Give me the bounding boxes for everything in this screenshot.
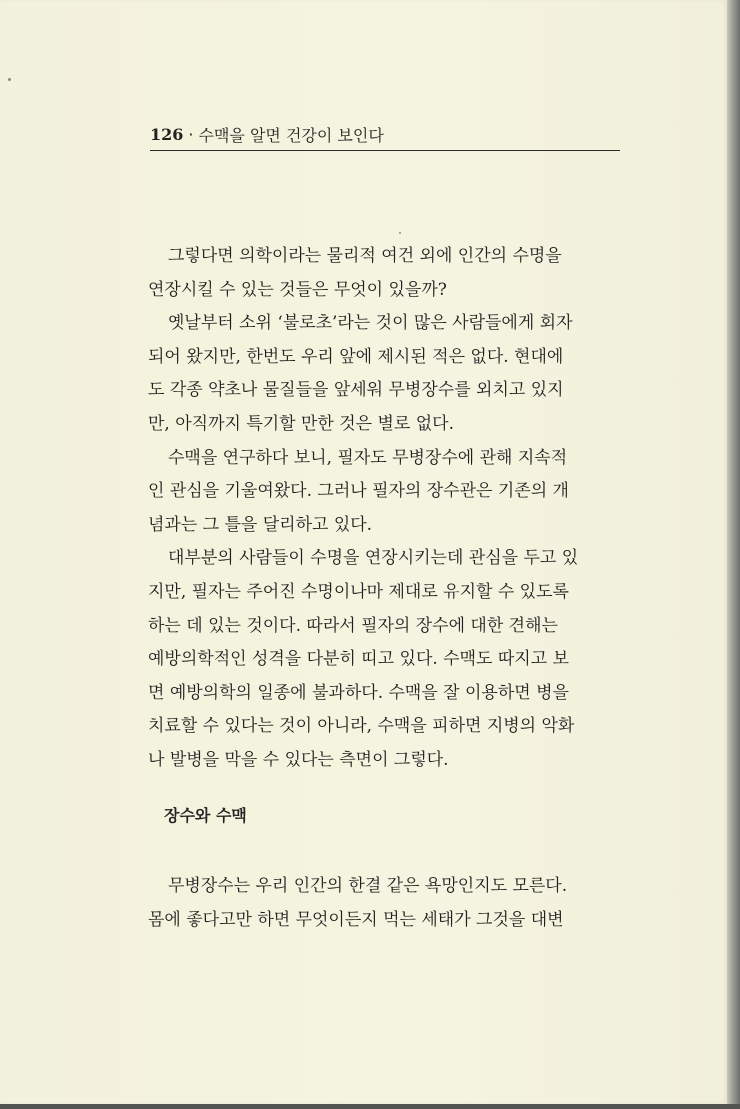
body-text <box>148 240 623 778</box>
section-heading: 장수와 수맥 <box>164 806 247 825</box>
text-line: 대부분의 사람들이 수명을 연장시키는데 관심을 두고 있 <box>168 548 579 569</box>
paragraph-4 <box>148 542 623 777</box>
text-line: 예방의학적인 성격을 다분히 띠고 있다. 수맥도 따지고 보 <box>148 649 569 670</box>
running-title: 수맥을 알면 건강이 보인다 <box>198 125 384 145</box>
text-line: 그렇다면 의학이라는 물리적 여건 외에 인간의 수명을 <box>168 246 562 266</box>
header-separator: · <box>188 124 194 144</box>
scan-edge-right <box>727 0 740 1109</box>
text-line: 되어 왔지만, 한번도 우리 앞에 제시된 적은 없다. 현대에 <box>148 346 564 367</box>
page-number: 126 <box>150 124 184 144</box>
text-line: 면 예방의학의 일종에 불과하다. 수맥을 잘 이용하면 병을 <box>148 682 569 703</box>
scan-speck <box>8 78 11 81</box>
text-line: 나 발병을 막을 수 있다는 측면이 그렇다. <box>148 749 449 770</box>
text-line: 몸에 좋다고만 하면 무엇이든지 먹는 세태가 그것을 대변 <box>148 909 564 930</box>
text-line: 연장시킬 수 있는 것들은 무엇이 있을까? <box>148 279 447 300</box>
text-line: 념과는 그 틀을 달리하고 있다. <box>148 514 373 535</box>
scan-edge-bottom <box>0 1104 740 1109</box>
text-line: 도 각종 약초나 물질들을 앞세워 무병장수를 외치고 있지 <box>148 380 564 401</box>
paragraph-1 <box>148 240 623 307</box>
running-header <box>150 118 620 151</box>
text-line: 하는 데 있는 것이다. 따라서 필자의 장수에 대한 견해는 <box>148 615 558 636</box>
section-body-text <box>148 870 623 937</box>
text-line: 지만, 필자는 주어진 수명이나마 제대로 유지할 수 있도록 <box>148 581 569 602</box>
text-line: 옛날부터 소위 ‘불로초’라는 것이 많은 사람들에게 회자 <box>168 313 573 334</box>
text-line: 치료할 수 있다는 것이 아니라, 수맥을 피하면 지병의 악화 <box>148 716 575 737</box>
paragraph-3 <box>148 442 623 543</box>
text-line: 무병장수는 우리 인간의 한결 같은 욕망인지도 모른다. <box>168 876 568 896</box>
text-line: 인 관심을 기울여왔다. 그러나 필자의 장수관은 기존의 개 <box>148 481 569 502</box>
paragraph-5 <box>148 870 623 937</box>
text-line: 수맥을 연구하다 보니, 필자도 무병장수에 관해 지속적 <box>168 447 568 468</box>
scan-speck <box>399 232 401 234</box>
text-line: 만, 아직까지 특기할 만한 것은 별로 없다. <box>148 413 454 434</box>
paragraph-2 <box>148 307 623 441</box>
